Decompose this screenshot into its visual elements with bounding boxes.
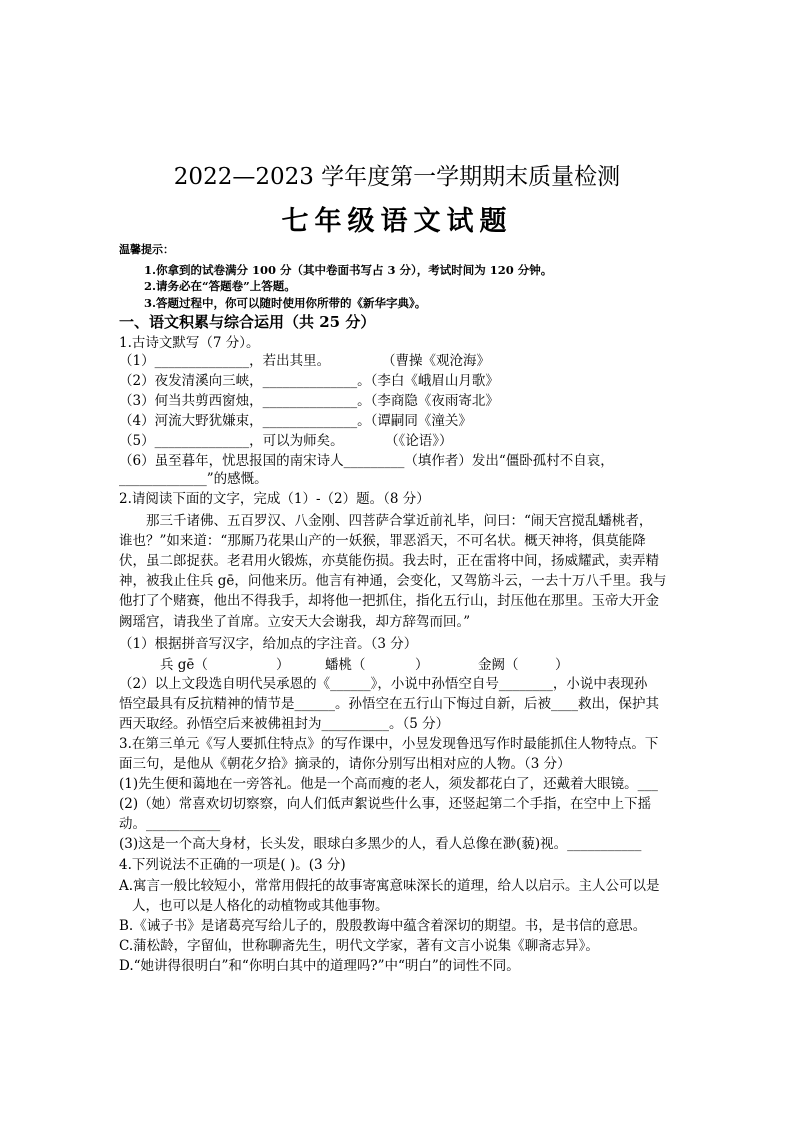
- sub-question: 悟空最具有反抗精神的情节是______。孙悟空在五行山下悔过自新，后被____救出，保护其: [119, 696, 659, 712]
- question-line: 3.在第三单元《写人要抓住特点》的写作课中，小昱发现鲁迅写作时最能抓住人物特点。下: [119, 736, 659, 752]
- poem-source: （曹操《观沧海》: [382, 353, 490, 369]
- poem-line: （6）虽至暮年，忧思报国的南宋诗人_________（填作者）发出“僵卧孤村不自哀，: [119, 453, 614, 469]
- poem-line: _____________”的感慨。: [119, 471, 268, 487]
- question-stem: 2.请阅读下面的文字，完成（1）-（2）题。（8 分）: [119, 491, 430, 507]
- poem-line: （2）夜发清溪向三峡，______________。（李白《峨眉山月歌》: [119, 373, 499, 389]
- poem-line: （3）何当共剪西窗烛，______________。（李商隐《夜雨寄北》: [119, 393, 499, 409]
- question-line: 动。___________: [119, 816, 221, 832]
- poem-line: （4）河流大野犹嫌束，______________。（谭嗣同《潼关》: [119, 413, 472, 429]
- pinyin-item: ）: [276, 657, 290, 673]
- pinyin-item: 金阙（: [478, 657, 519, 673]
- exam-title: 2022—2023 学年度第一学期期末质量检测: [173, 164, 621, 190]
- exam-subtitle: 七年级语文试题: [281, 206, 513, 237]
- section-heading: 一、语文积累与综合运用（共 25 分）: [119, 313, 376, 331]
- passage-line: 神，被我止住兵 gē，问他来历。他言有神通，会变化，又驾筋斗云，一去十万八千里。我与: [119, 573, 667, 589]
- tip-item: 3.答题过程中，你可以随时使用你所带的《新华字典》。: [144, 296, 427, 310]
- passage-line: 那三千诸佛、五百罗汉、八金刚、四菩萨合掌近前礼毕，问曰：“闹天宫搅乱蟠桃者，: [146, 513, 653, 529]
- option-a: A.寓言一般比较短小，常常用假托的故事寄寓意味深长的道理，给人以启示。主人公可以是: [119, 878, 660, 894]
- option-a-cont: 人，也可以是人格化的动植物或其他事物。: [132, 898, 389, 914]
- passage-line: 谁也？”如来道：“那厮乃花果山产的一妖猴，罪恶滔天，不可名状。概天神将，俱莫能降: [119, 533, 646, 549]
- option-b: B.《诫子书》是诸葛亮写给儿子的，殷殷教诲中蕴含着深切的期望。书，是书信的意思。: [119, 918, 647, 934]
- passage-line: 阙瑶宫，请我坐了首席。立安天大会谢我，却方辞驾而回。”: [119, 614, 471, 630]
- pinyin-item: ）: [415, 657, 429, 673]
- sub-question: （2）以上文段选自明代吴承恩的《______》，小说中孙悟空自号________，小说中表现孙: [119, 676, 648, 692]
- question-line: (2)（她）常喜欢切切察察，向人们低声絮说些什么事，还竖起第二个手指，在空中上下摇: [119, 796, 652, 812]
- poem-line: （1）______________，若出其里。: [119, 353, 331, 369]
- passage-line: 他打了个赌赛，他出不得我手，却将他一把抓住，指化五行山，封压他在那里。玉帝大开金: [119, 593, 659, 609]
- option-c: C.蒲松龄，字留仙，世称聊斋先生，明代文学家，著有文言小说集《聊斋志异》。: [119, 938, 599, 954]
- poem-source: （《论语》）: [385, 433, 453, 449]
- sub-question: 西天取经。孙悟空后来被佛祖封为__________。（5 分）: [119, 716, 450, 732]
- question-line: (3)这是一个高大身材，长头发，眼球白多黑少的人，看人总像在渺(藐)视。___________: [119, 836, 642, 852]
- passage-line: 伏，虽二郎捉获。老君用火锻炼，亦莫能伤损。我去时，正在雷将中间，扬威耀武，卖弄精: [119, 553, 659, 569]
- tips-heading: 温馨提示：: [119, 243, 174, 256]
- question-stem: 1.古诗文默写（7 分）。: [119, 335, 260, 351]
- poem-line: （5）______________，可以为师矣。: [119, 433, 344, 449]
- pinyin-item: 兵 gē（: [160, 657, 208, 673]
- question-line: (1)先生便和蔼地在一旁答礼。他是一个高而瘦的老人，须发都花白了，还戴着大眼镜。___: [119, 776, 658, 792]
- tip-item: 2.请务必在“答题卷”上答题。: [144, 279, 296, 293]
- question-stem: 4.下列说法不正确的一项是( )。(3 分): [119, 857, 346, 873]
- pinyin-item: ）: [555, 657, 569, 673]
- tip-item: 1.你拿到的试卷满分 100 分（其中卷面书写占 3 分），考试时间为 120 分钟。: [144, 263, 553, 277]
- pinyin-item: 蟠桃（: [325, 657, 366, 673]
- question-line: 面三句，是他从《朝花夕拾》摘录的，请你分别写出相对应的人物。（3 分）: [119, 756, 571, 772]
- sub-question: （1）根据拼音写汉字，给加点的字注音。（3 分）: [119, 636, 418, 652]
- option-d: D.“她讲得很明白”和“你明白其中的道理吗?”中“明白”的词性不同。: [119, 958, 520, 974]
